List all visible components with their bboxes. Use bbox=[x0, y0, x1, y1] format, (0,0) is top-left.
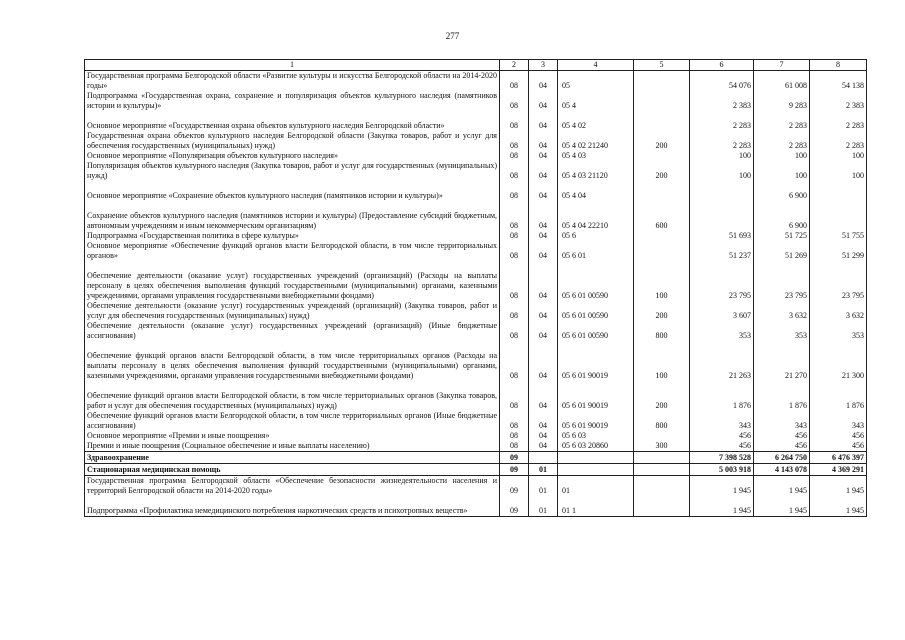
cell-c6: 1 945 bbox=[690, 476, 754, 497]
cell-c6: 2 283 bbox=[690, 131, 754, 151]
cell-c5: 300 bbox=[634, 441, 690, 452]
cell-c6: 51 693 bbox=[690, 231, 754, 241]
cell-c8: 51 755 bbox=[810, 231, 867, 241]
cell-c6: 54 076 bbox=[690, 71, 754, 92]
row-description: Обеспечение функций органов власти Белгородской области, в том числе территориальных органов (Иные бюджетные ассигнования) bbox=[85, 411, 500, 431]
cell-c2: 08 bbox=[500, 111, 529, 131]
row-description: Государственная охрана объектов культурного наследия Белгородской области (Закупка товаров, работ и услуг для обеспечения государственных (муниципальных) нужд) bbox=[85, 131, 500, 151]
cell-c3: 04 bbox=[529, 161, 558, 181]
cell-c2: 08 bbox=[500, 241, 529, 261]
table-row bbox=[85, 411, 867, 431]
cell-c5 bbox=[634, 181, 690, 201]
cell-c7: 51 269 bbox=[754, 241, 810, 261]
table-row bbox=[85, 441, 867, 452]
cell-c8: 1 876 bbox=[810, 381, 867, 411]
row-description: Основное мероприятие «Государственная охрана объектов культурного наследия Белгородской области» bbox=[85, 111, 500, 131]
cell-c4: 05 4 bbox=[558, 91, 634, 111]
cell-c2: 08 bbox=[500, 71, 529, 92]
cell-c7: 353 bbox=[754, 321, 810, 341]
cell-c5 bbox=[634, 71, 690, 92]
cell-c3: 04 bbox=[529, 151, 558, 161]
row-description: Подпрограмма «Государственная политика в сфере культуры» bbox=[85, 231, 500, 241]
cell-c6: 7 398 528 bbox=[690, 452, 754, 464]
cell-c7: 456 bbox=[754, 431, 810, 441]
row-description: Премии и иные поощрения (Социальное обеспечение и иные выплаты населению) bbox=[85, 441, 500, 452]
cell-c7: 6 264 750 bbox=[754, 452, 810, 464]
table-row bbox=[85, 496, 867, 516]
cell-c6: 1 876 bbox=[690, 381, 754, 411]
row-description: Государственная программа Белгородской области «Обеспечение безопасности жизнедеятельности населения и территорий Белгородской области на 2014-2020 годы» bbox=[85, 476, 500, 497]
cell-c8: 343 bbox=[810, 411, 867, 431]
cell-c8: 4 369 291 bbox=[810, 464, 867, 476]
cell-c4 bbox=[558, 464, 634, 476]
column-header: 6 bbox=[690, 60, 754, 71]
row-description: Подпрограмма «Профилактика немедицинского потребления наркотических средств и психотропных веществ» bbox=[85, 496, 500, 516]
cell-c3: 04 bbox=[529, 131, 558, 151]
cell-c2: 08 bbox=[500, 431, 529, 441]
cell-c5: 200 bbox=[634, 301, 690, 321]
cell-c6: 456 bbox=[690, 431, 754, 441]
cell-c4 bbox=[558, 452, 634, 464]
row-description: Основное мероприятие «Обеспечение функций органов власти Белгородской области, в том числе территориальных органов» bbox=[85, 241, 500, 261]
cell-c7: 3 632 bbox=[754, 301, 810, 321]
cell-c2: 08 bbox=[500, 411, 529, 431]
cell-c8: 23 795 bbox=[810, 261, 867, 301]
table-row bbox=[85, 131, 867, 151]
row-description: Обеспечение деятельности (оказание услуг) государственных учреждений (организаций) (Расходы на выплаты персоналу в целях обеспечения выполнения функций государственными (муниципальными) органами, казенными учреждениями, органами управления государственными внебюджетными фондами) bbox=[85, 261, 500, 301]
cell-c8: 51 299 bbox=[810, 241, 867, 261]
cell-c4: 05 6 03 20860 bbox=[558, 441, 634, 452]
cell-c2: 09 bbox=[500, 464, 529, 476]
table-row bbox=[85, 476, 867, 497]
cell-c4: 05 6 03 bbox=[558, 431, 634, 441]
cell-c8: 1 945 bbox=[810, 496, 867, 516]
cell-c4: 01 bbox=[558, 476, 634, 497]
cell-c3: 04 bbox=[529, 431, 558, 441]
cell-c4: 05 4 02 21240 bbox=[558, 131, 634, 151]
cell-c7: 1 876 bbox=[754, 381, 810, 411]
cell-c7: 456 bbox=[754, 441, 810, 452]
cell-c3: 04 bbox=[529, 71, 558, 92]
cell-c4: 05 4 03 bbox=[558, 151, 634, 161]
cell-c6: 5 003 918 bbox=[690, 464, 754, 476]
cell-c4: 05 6 bbox=[558, 231, 634, 241]
page-number: 277 bbox=[445, 31, 460, 41]
row-description: Обеспечение функций органов власти Белгородской области, в том числе территориальных органов (Расходы на выплаты персоналу в целях обеспечения выполнения функций государственными (муниципальными) органами, казенными учреждениями, органами управления государственными внебюджетными фондами) bbox=[85, 341, 500, 381]
table-row bbox=[85, 151, 867, 161]
cell-c5 bbox=[634, 91, 690, 111]
cell-c8: 6 476 397 bbox=[810, 452, 867, 464]
column-header: 7 bbox=[754, 60, 810, 71]
cell-c3: 04 bbox=[529, 261, 558, 301]
cell-c4: 05 6 01 90019 bbox=[558, 341, 634, 381]
cell-c5 bbox=[634, 476, 690, 497]
cell-c2: 08 bbox=[500, 151, 529, 161]
table-row bbox=[85, 201, 867, 231]
cell-c7: 343 bbox=[754, 411, 810, 431]
table-row bbox=[85, 241, 867, 261]
cell-c8 bbox=[810, 201, 867, 231]
cell-c4: 05 6 01 bbox=[558, 241, 634, 261]
table-row bbox=[85, 261, 867, 301]
cell-c4: 05 bbox=[558, 71, 634, 92]
budget-table bbox=[84, 59, 867, 517]
cell-c7: 23 795 bbox=[754, 261, 810, 301]
cell-c5 bbox=[634, 111, 690, 131]
cell-c2: 08 bbox=[500, 131, 529, 151]
cell-c6: 2 383 bbox=[690, 91, 754, 111]
cell-c5: 100 bbox=[634, 341, 690, 381]
cell-c2: 08 bbox=[500, 231, 529, 241]
column-header: 5 bbox=[634, 60, 690, 71]
cell-c4: 05 6 01 90019 bbox=[558, 381, 634, 411]
cell-c7: 61 008 bbox=[754, 71, 810, 92]
cell-c3: 04 bbox=[529, 231, 558, 241]
cell-c6 bbox=[690, 201, 754, 231]
column-header: 1 bbox=[85, 60, 500, 71]
cell-c2: 08 bbox=[500, 161, 529, 181]
table-row bbox=[85, 431, 867, 441]
table-row bbox=[85, 71, 867, 92]
cell-c4: 05 4 03 21120 bbox=[558, 161, 634, 181]
row-description: Сохранение объектов культурного наследия (памятников истории и культуры) (Предоставление субсидий бюджетным, автономным учреждениям и иным некоммерческим организациям) bbox=[85, 201, 500, 231]
column-header: 8 bbox=[810, 60, 867, 71]
column-header: 3 bbox=[529, 60, 558, 71]
cell-c6: 21 263 bbox=[690, 341, 754, 381]
cell-c7: 6 900 bbox=[754, 201, 810, 231]
cell-c6: 100 bbox=[690, 151, 754, 161]
cell-c3: 01 bbox=[529, 476, 558, 497]
cell-c5: 600 bbox=[634, 201, 690, 231]
cell-c5: 800 bbox=[634, 321, 690, 341]
table-row bbox=[85, 91, 867, 111]
row-description: Подпрограмма «Государственная охрана, сохранение и популяризация объектов культурного наследия (памятников истории и культуры)» bbox=[85, 91, 500, 111]
cell-c8: 2 383 bbox=[810, 91, 867, 111]
cell-c4: 05 6 01 00590 bbox=[558, 261, 634, 301]
cell-c3: 04 bbox=[529, 321, 558, 341]
cell-c7: 6 900 bbox=[754, 181, 810, 201]
cell-c4: 05 6 01 00590 bbox=[558, 321, 634, 341]
cell-c3: 04 bbox=[529, 411, 558, 431]
cell-c4: 05 6 01 90019 bbox=[558, 411, 634, 431]
cell-c4: 05 6 01 00590 bbox=[558, 301, 634, 321]
row-description: Государственная программа Белгородской области «Развитие культуры и искусства Белгородской области на 2014-2020 годы» bbox=[85, 71, 500, 92]
row-description: Обеспечение деятельности (оказание услуг) государственных учреждений (организаций) (Иные бюджетные ассигнования) bbox=[85, 321, 500, 341]
cell-c2: 08 bbox=[500, 261, 529, 301]
cell-c8: 54 138 bbox=[810, 71, 867, 92]
cell-c7: 2 283 bbox=[754, 111, 810, 131]
cell-c5: 200 bbox=[634, 131, 690, 151]
cell-c6: 3 607 bbox=[690, 301, 754, 321]
cell-c8: 456 bbox=[810, 431, 867, 441]
cell-c4: 01 1 bbox=[558, 496, 634, 516]
cell-c4: 05 4 02 bbox=[558, 111, 634, 131]
cell-c2: 08 bbox=[500, 181, 529, 201]
cell-c3: 04 bbox=[529, 301, 558, 321]
cell-c6: 456 bbox=[690, 441, 754, 452]
cell-c5: 100 bbox=[634, 261, 690, 301]
cell-c7: 2 283 bbox=[754, 131, 810, 151]
cell-c8: 3 632 bbox=[810, 301, 867, 321]
table-row bbox=[85, 464, 867, 476]
cell-c3: 04 bbox=[529, 381, 558, 411]
cell-c3: 04 bbox=[529, 341, 558, 381]
cell-c3: 01 bbox=[529, 496, 558, 516]
cell-c5 bbox=[634, 241, 690, 261]
cell-c6: 100 bbox=[690, 161, 754, 181]
table-row bbox=[85, 381, 867, 411]
cell-c5: 200 bbox=[634, 161, 690, 181]
column-header: 2 bbox=[500, 60, 529, 71]
cell-c8: 2 283 bbox=[810, 131, 867, 151]
cell-c2: 08 bbox=[500, 341, 529, 381]
row-description: Основное мероприятие «Премии и иные поощрения» bbox=[85, 431, 500, 441]
cell-c3: 04 bbox=[529, 111, 558, 131]
cell-c2: 09 bbox=[500, 476, 529, 497]
cell-c6 bbox=[690, 181, 754, 201]
cell-c7: 100 bbox=[754, 161, 810, 181]
cell-c3: 04 bbox=[529, 441, 558, 452]
cell-c8 bbox=[810, 181, 867, 201]
cell-c5 bbox=[634, 452, 690, 464]
cell-c6: 343 bbox=[690, 411, 754, 431]
table-row bbox=[85, 181, 867, 201]
cell-c2: 08 bbox=[500, 321, 529, 341]
cell-c3: 04 bbox=[529, 91, 558, 111]
cell-c3: 01 bbox=[529, 464, 558, 476]
cell-c2: 09 bbox=[500, 496, 529, 516]
row-description: Популяризация объектов культурного наследия (Закупка товаров, работ и услуг для государственных (муниципальных) нужд) bbox=[85, 161, 500, 181]
cell-c2: 08 bbox=[500, 91, 529, 111]
cell-c3: 04 bbox=[529, 181, 558, 201]
table-row bbox=[85, 452, 867, 464]
cell-c7: 21 270 bbox=[754, 341, 810, 381]
cell-c5: 200 bbox=[634, 381, 690, 411]
cell-c6: 51 237 bbox=[690, 241, 754, 261]
cell-c8: 353 bbox=[810, 321, 867, 341]
row-description: Здравоохранение bbox=[85, 452, 500, 464]
row-description: Основное мероприятие «Популяризация объектов культурного наследия» bbox=[85, 151, 500, 161]
cell-c5 bbox=[634, 464, 690, 476]
cell-c5 bbox=[634, 151, 690, 161]
table-row bbox=[85, 111, 867, 131]
table-row bbox=[85, 301, 867, 321]
cell-c2: 09 bbox=[500, 452, 529, 464]
cell-c7: 1 945 bbox=[754, 476, 810, 497]
cell-c2: 08 bbox=[500, 301, 529, 321]
row-description: Основное мероприятие «Сохранение объектов культурного наследия (памятников истории и культуры)» bbox=[85, 181, 500, 201]
cell-c6: 1 945 bbox=[690, 496, 754, 516]
row-description: Обеспечение функций органов власти Белгородской области, в том числе территориальных органов (Закупка товаров, работ и услуг для обеспечения государственных (муниципальных) нужд) bbox=[85, 381, 500, 411]
cell-c8: 2 283 bbox=[810, 111, 867, 131]
cell-c6: 23 795 bbox=[690, 261, 754, 301]
cell-c5 bbox=[634, 431, 690, 441]
cell-c8: 21 300 bbox=[810, 341, 867, 381]
cell-c4: 05 4 04 bbox=[558, 181, 634, 201]
column-header: 4 bbox=[558, 60, 634, 71]
column-header-row bbox=[85, 60, 867, 71]
cell-c8: 100 bbox=[810, 151, 867, 161]
cell-c6: 2 283 bbox=[690, 111, 754, 131]
cell-c8: 456 bbox=[810, 441, 867, 452]
table-row bbox=[85, 231, 867, 241]
cell-c2: 08 bbox=[500, 201, 529, 231]
row-description: Стационарная медицинская помощь bbox=[85, 464, 500, 476]
cell-c2: 08 bbox=[500, 441, 529, 452]
cell-c7: 4 143 078 bbox=[754, 464, 810, 476]
cell-c5 bbox=[634, 496, 690, 516]
cell-c2: 08 bbox=[500, 381, 529, 411]
cell-c3 bbox=[529, 452, 558, 464]
table-row bbox=[85, 341, 867, 381]
cell-c3: 04 bbox=[529, 241, 558, 261]
cell-c7: 9 283 bbox=[754, 91, 810, 111]
cell-c7: 100 bbox=[754, 151, 810, 161]
cell-c6: 353 bbox=[690, 321, 754, 341]
cell-c5: 800 bbox=[634, 411, 690, 431]
cell-c4: 05 4 04 22210 bbox=[558, 201, 634, 231]
cell-c8: 100 bbox=[810, 161, 867, 181]
cell-c7: 1 945 bbox=[754, 496, 810, 516]
row-description: Обеспечение деятельности (оказание услуг) государственных учреждений (организаций) (Закупка товаров, работ и услуг для обеспечения государственных (муниципальных) нужд) bbox=[85, 301, 500, 321]
cell-c8: 1 945 bbox=[810, 476, 867, 497]
table-row bbox=[85, 321, 867, 341]
table-row bbox=[85, 161, 867, 181]
cell-c7: 51 725 bbox=[754, 231, 810, 241]
cell-c5 bbox=[634, 231, 690, 241]
cell-c3: 04 bbox=[529, 201, 558, 231]
